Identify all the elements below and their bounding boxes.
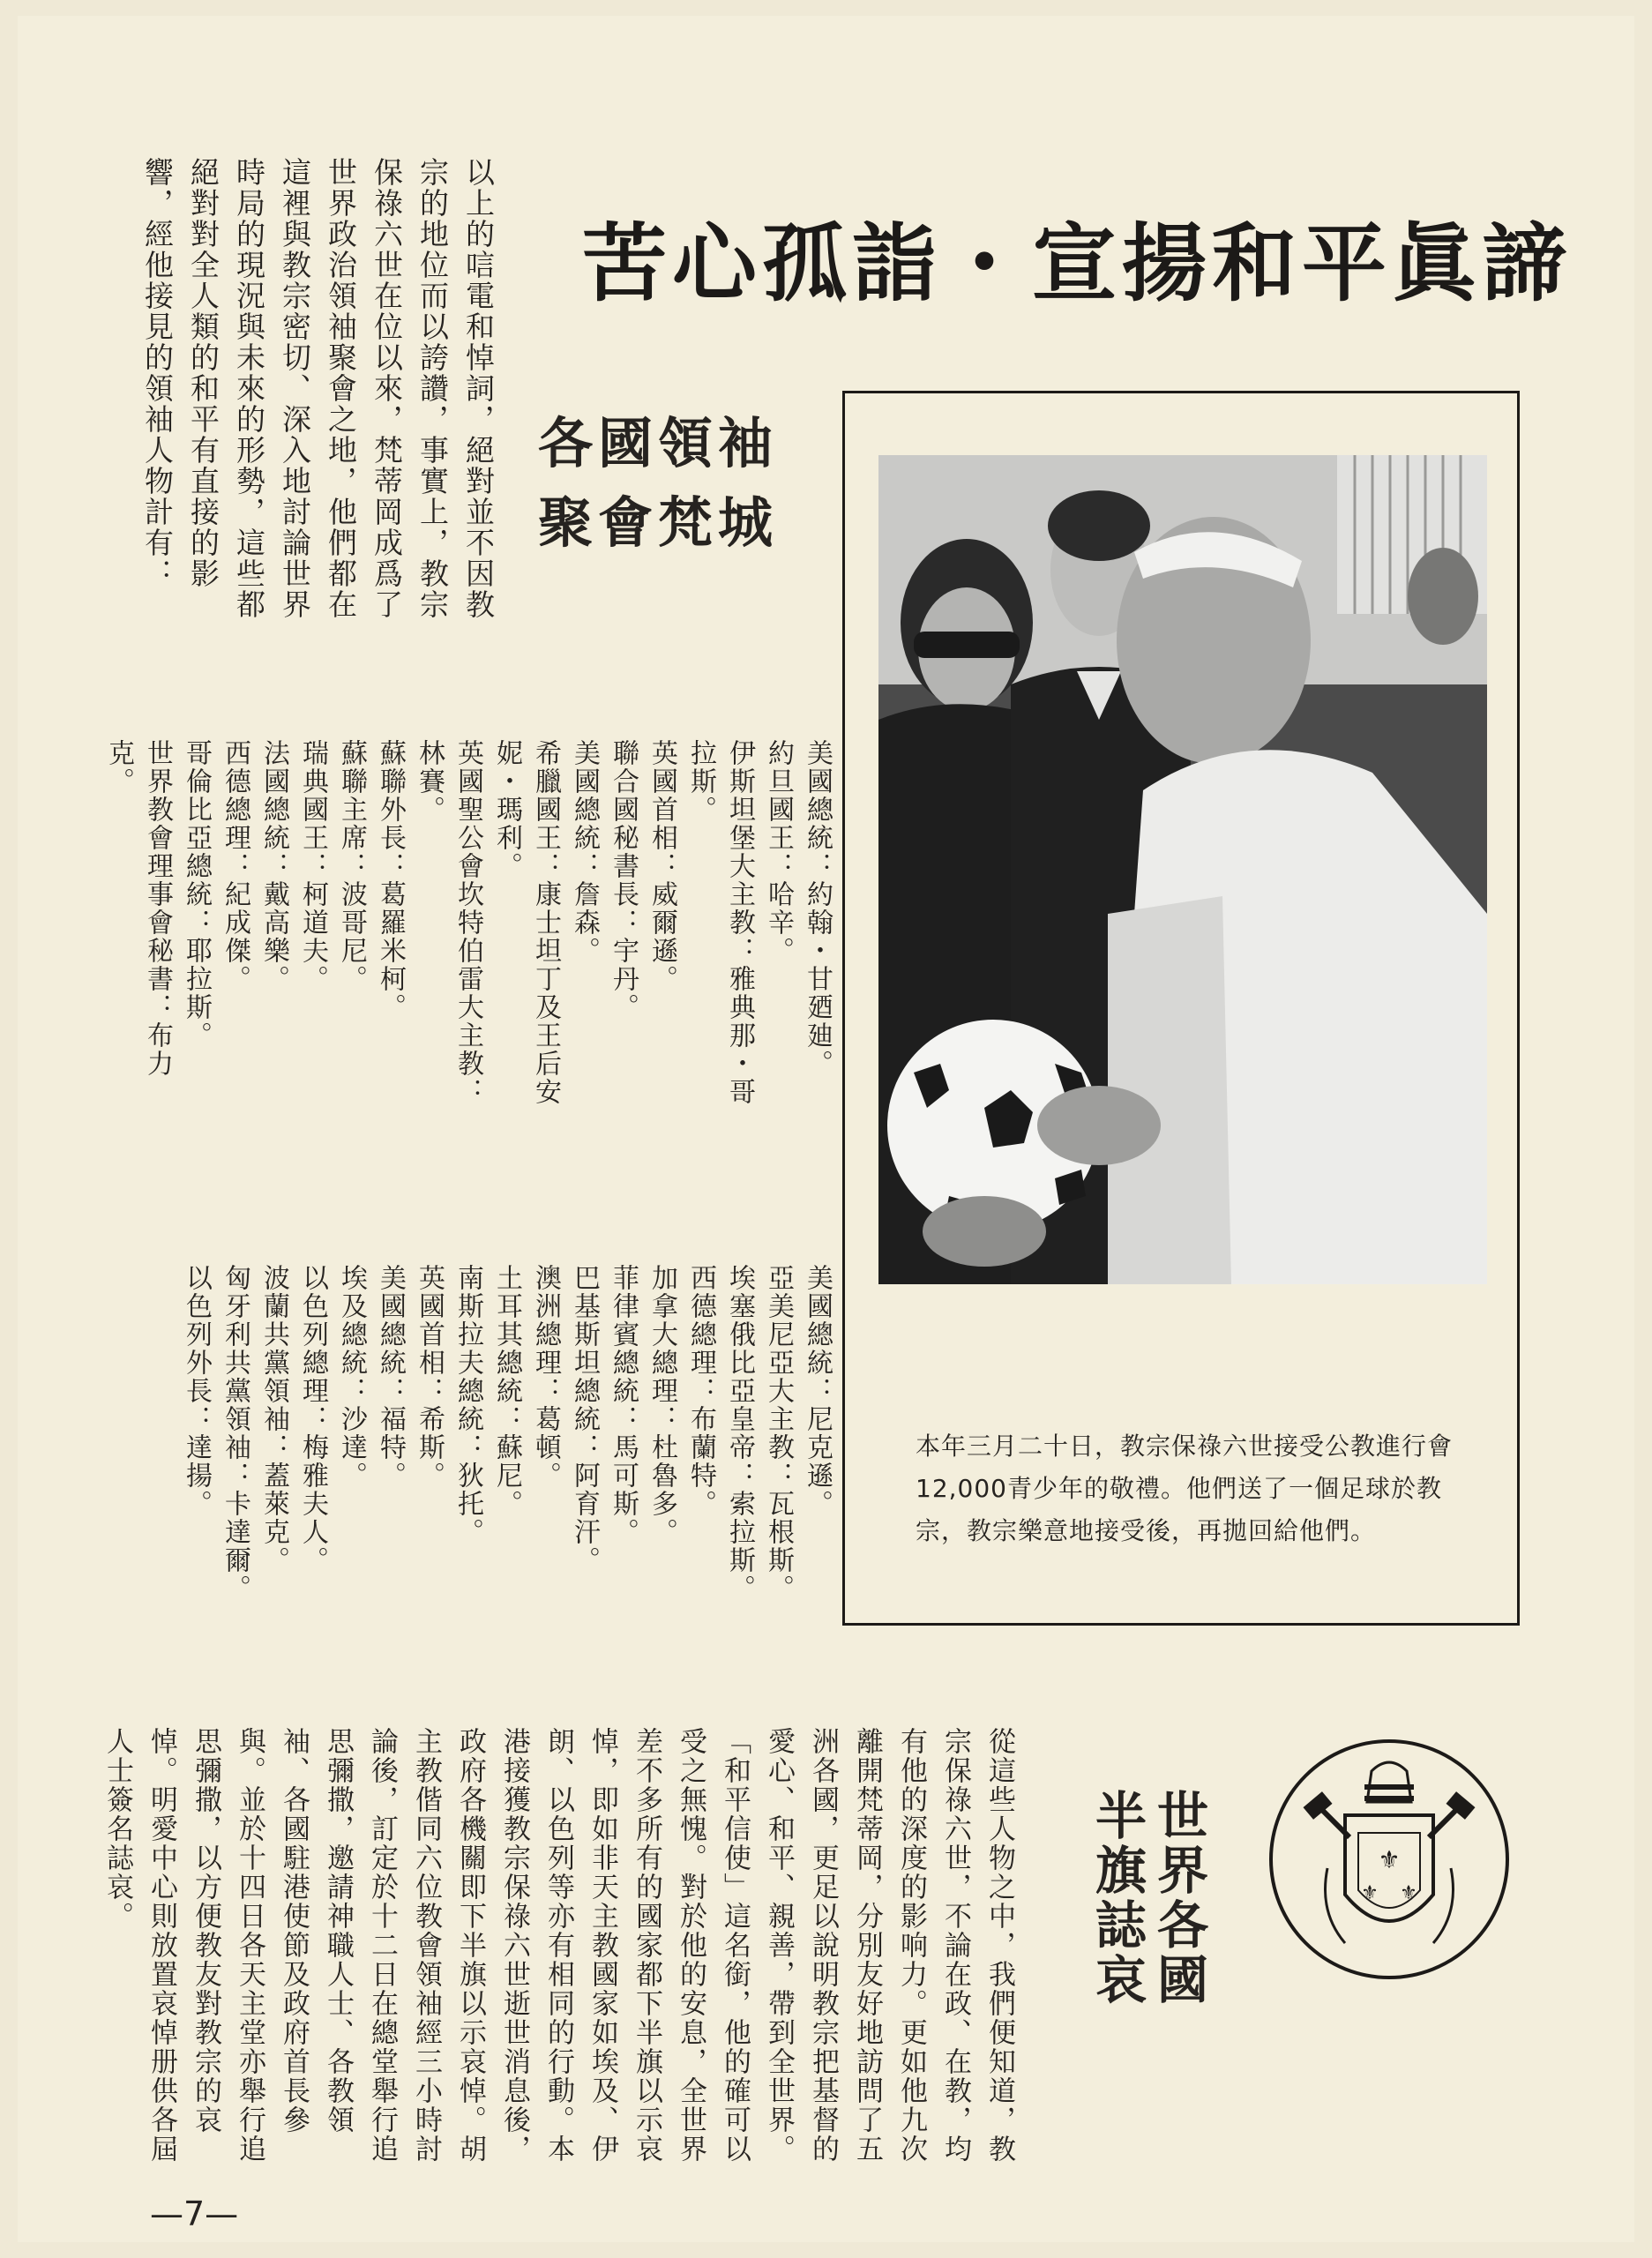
leaders-list-b: 美國總統：尼克遜。 亞美尼亞大主教：瓦根斯。 埃塞俄比亞皇帝：索拉斯。 西德總理：布蘭特。 加拿大總理：杜魯多。 菲律賓總統：馬可斯。 巴基斯坦總統：阿育汗。 澳洲總理：葛頓。 土耳其總統：蘇尼。 南斯拉夫總統：狄托。 英國首相：希斯。 美國總統：福特。 埃及總統：沙達。 以色列總理：梅雅夫人。 波蘭共黨領袖：蓋萊克。 匈牙利共黨領袖：卡達爾。 以色列外長：達揚。 (181, 1264, 833, 1603)
section-subtitle-line2: 聚會梵城 (538, 490, 779, 555)
photo-caption: 本年三月二十日，教宗保祿六世接受公教進行會12,000青少年的敬禮。他們送了一個足球於教宗，教宗樂意地接受後，再拋回給他們。 (916, 1432, 1454, 1545)
photo-image (878, 455, 1487, 1284)
leaders-list-a: 美國總統：約翰・甘廼廸。 約旦國王：哈辛。 伊斯坦堡大主教：雅典那・哥拉斯。 英國首相：威爾遜。 聯合國秘書長：宇丹。 美國總統：詹森。 希臘國王：康士坦丁及王后安妮・瑪利。 英國聖公會坎特伯雷大主教：林賽。 蘇聯外長：葛羅米柯。 蘇聯主席：波哥尼。 瑞典國王：柯道夫。 法國總統：戴高樂。 西德總理：紀成傑。 哥倫比亞總統：耶拉斯。 世界教會理事會秘書：布力克。 (103, 739, 833, 1106)
section-subtitle-line1: 各國領袖 (538, 411, 779, 475)
svg-text:⚜: ⚜ (1400, 1882, 1417, 1904)
svg-text:⚜: ⚜ (1361, 1882, 1379, 1904)
papal-crest-icon (1266, 1736, 1513, 1983)
photo-frame (842, 391, 1520, 1626)
papal-emblem (1266, 1736, 1513, 1983)
section2-title-line1: 世界各國 (1148, 1789, 1208, 2008)
intro-paragraph: 以上的唁電和悼詞，絕對並不因教宗的地位而以誇讚，事實上，教宗保祿六世在位以來，梵蒂岡成爲了世界政治領袖聚會之地，他們都在這裡與教宗密切、深入地討論世界時局的現況與未來的形勢，這些都絕對對全人類的和平有直接的影響，經他接見的領袖人物計有： (140, 157, 496, 620)
page-title: 苦心孤詣・宣揚和平眞諦 (582, 214, 1572, 313)
section2-body: 從這些人物之中，我們便知道，教宗保祿六世，不論在政、在教，均有他的深度的影响力。更如他九次離開梵蒂岡，分別友好地訪問了五洲各國，更足以說明教宗把基督的愛心、和平、親善，帶到全世界。「和平信使」這名銜，他的確可以受之無愧。對於他的安息，全世界差不多所有的國家都下半旗以示哀悼，即如非天主教國家如埃及、伊朗、以色列等亦有相同的行動。本港接獲教宗保祿六世逝世消息後，政府各機關即下半旗以示哀悼。胡主教偕同六位教會領袖經三小時討論後，訂定於十二日在總堂舉行追思彌撒，邀請神職人士、各教領袖、各國駐港使節及政府首長參與。並於十四日各天主堂亦舉行追思彌撒，以方便教友對教宗的哀悼。明愛中心則放置哀悼册供各屆人士簽名誌哀。 (101, 1727, 1015, 2164)
page-number: —7— (150, 2194, 239, 2233)
photo-pope-with-football (878, 455, 1487, 1284)
section2-title-line2: 半旗誌哀 (1087, 1789, 1147, 2008)
page (18, 16, 1634, 2242)
svg-text:⚜: ⚜ (1378, 1845, 1401, 1874)
